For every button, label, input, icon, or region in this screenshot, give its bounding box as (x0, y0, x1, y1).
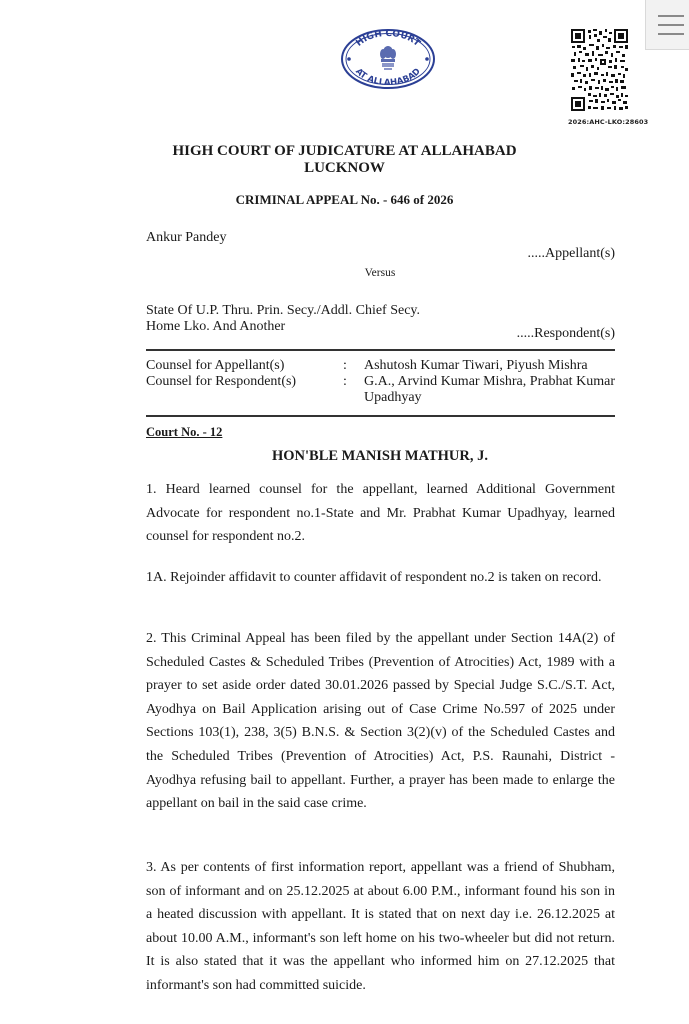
counsel-label: Counsel for Appellant(s) (146, 358, 285, 373)
court-number: Court No. - 12 (146, 425, 223, 439)
qr-code (571, 29, 628, 111)
appellant-name: Ankur Pandey (146, 230, 227, 245)
divider-bottom (146, 415, 615, 417)
court-seal (340, 28, 436, 90)
court-name (0, 143, 689, 177)
paragraph-1: 1. Heard learned counsel for the appellant, learned Additional Government Advocate for respondent no.1-State and Mr. Prabhat Kumar Upadhyay, learned counsel for respondent no.2. (146, 482, 615, 545)
court-emblem-icon (340, 28, 436, 90)
versus-label: Versus (364, 267, 396, 279)
hamburger-menu-icon-bar (658, 33, 684, 35)
counsel-value: G.A., Arvind Kumar Mishra, Prabhat Kumar Upadhyay (364, 374, 615, 405)
counsel-separator: : (343, 374, 347, 389)
divider-top (146, 349, 615, 351)
appellant-role: .....Appellant(s) (527, 246, 615, 261)
judge-name: HON'BLE MANISH MATHUR, J. (271, 448, 489, 464)
hamburger-menu-icon (658, 15, 684, 17)
qr-code-id: 2026:AHC-LKO:28603 (568, 118, 649, 126)
court-name-line1: HIGH COURT OF JUDICATURE AT ALLAHABAD (172, 143, 517, 159)
counsel-label: Counsel for Respondent(s) (146, 374, 297, 389)
seal-top-text: HIGH COURT (354, 28, 422, 49)
hamburger-menu-icon-bar (658, 24, 684, 26)
respondent-name-line1: State Of U.P. Thru. Prin. Secy./Addl. Chief Secy. (146, 303, 421, 318)
court-name-line2: LUCKNOW (304, 160, 385, 176)
respondent-role: .....Respondent(s) (516, 326, 615, 341)
appeal-number: CRIMINAL APPEAL No. - 646 of 2026 (235, 192, 454, 207)
qr-code-icon (571, 29, 628, 111)
seal-bottom-text: AT ALLAHABAD (353, 66, 423, 89)
counsel-separator: : (343, 358, 347, 373)
paragraph-3: 3. As per contents of first information report, appellant was a friend of Shubham, son of informant and on 25.12.2025 at about 6.00 P.M., informant found his son in a heated discussion with appellant. It is stated that on next day i.e. 26.12.2025 at about 10.00 A.M., informant's son left home on his two-wheeler but did not return. It is also stated that it was the appellant who informed him on 27.12.2025 that informant's son had committed suicide. (146, 860, 615, 993)
paragraph-1a: 1A. Rejoinder affidavit to counter affidavit of respondent no.2 is taken on record. (146, 570, 602, 585)
paragraph-2: 2. This Criminal Appeal has been filed by the appellant under Section 14A(2) of Scheduled Castes & Scheduled Tribes (Prevention of Atrocities) Act, 1989 with a prayer to set aside order dated 30.01.2026 passed by Special Judge S.C./S.T. Act, Ayodhya on Bail Application arising out of Case Crime No.597 of 2025 under Sections 103(1), 238, 3(5) B.N.S. & Section 3(2)(v) of the Scheduled Castes and the Scheduled Tribes (Prevention of Atrocities) Act, P.S. Raunahi, District - Ayodhya refusing bail to appellant. Further, a prayer has been made to enlarge the appellant on bail in the said case crime. (146, 631, 615, 812)
menu-button[interactable] (645, 0, 689, 50)
counsel-value: Ashutosh Kumar Tiwari, Piyush Mishra (364, 358, 588, 373)
respondent-name-line2: Home Lko. And Another (146, 319, 286, 334)
